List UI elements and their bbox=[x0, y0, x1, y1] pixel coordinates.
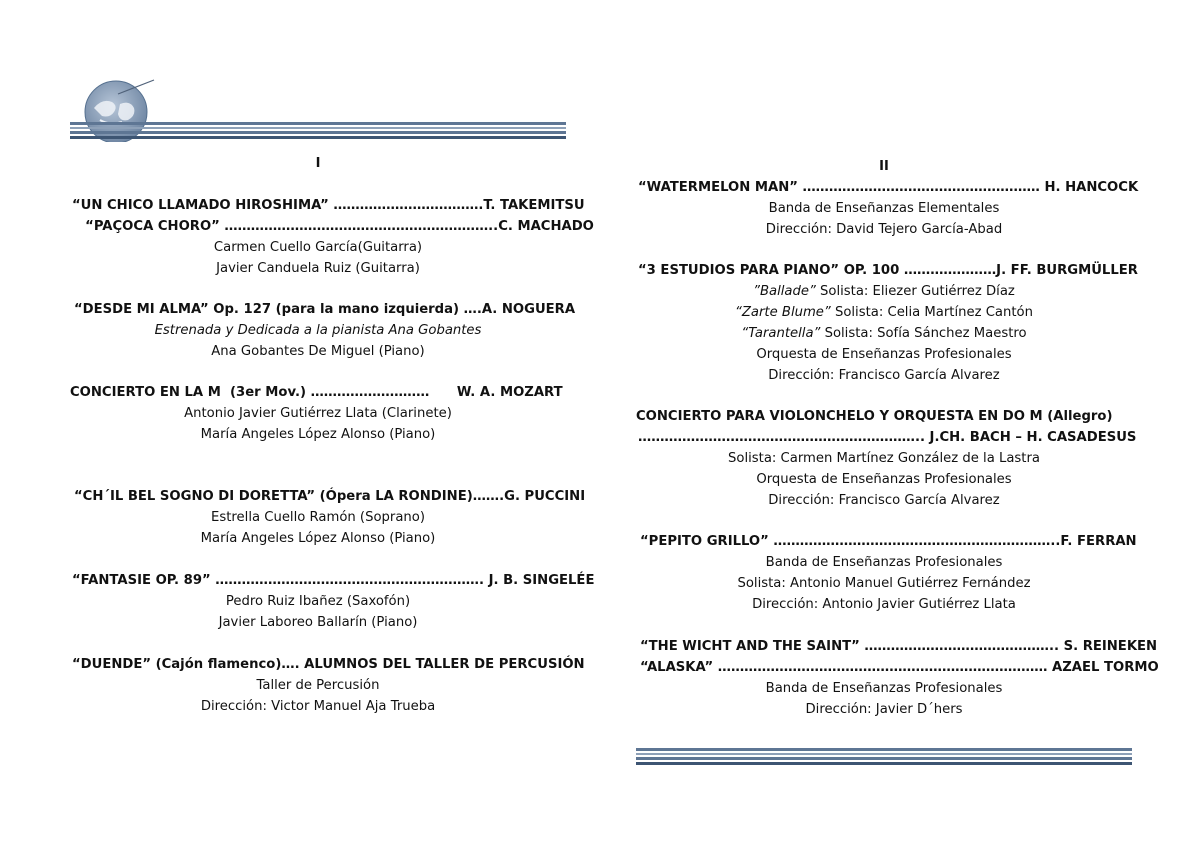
dedication-line: Estrenada y Dedicada a la pianista Ana Gobantes bbox=[154, 323, 482, 338]
program-item bbox=[636, 260, 1138, 386]
soloist-line bbox=[636, 281, 1132, 302]
program-item bbox=[636, 406, 1137, 511]
performer-line: Javier Laboreo Ballarín (Piano) bbox=[218, 615, 418, 630]
performer-line: María Angeles López Alonso (Piano) bbox=[200, 427, 436, 442]
piece-title: “THE WICHT AND THE SAINT” …………………………………….. S. REINEKEN bbox=[640, 639, 1158, 654]
movement-name: “Zarte Blume” bbox=[735, 305, 831, 320]
right-page bbox=[600, 0, 1200, 848]
performer-line: Orquesta de Enseñanzas Profesionales bbox=[756, 472, 1012, 487]
performer-line: Dirección: Francisco García Alvarez bbox=[768, 493, 1000, 508]
program-item bbox=[70, 654, 585, 717]
performer-line: Antonio Javier Gutiérrez Llata (Clarinete) bbox=[184, 406, 452, 421]
soloist-name: Solista: Celia Martínez Cantón bbox=[830, 305, 1033, 320]
header-rule bbox=[70, 122, 566, 144]
movement-name: ”Ballade” bbox=[753, 284, 816, 299]
performer-line: Taller de Percusión bbox=[256, 678, 380, 693]
soloist-line bbox=[636, 323, 1132, 344]
section-number: I bbox=[315, 156, 321, 171]
performer-line: Dirección: David Tejero García-Abad bbox=[765, 222, 1003, 237]
section-number: II bbox=[879, 159, 889, 174]
performer-line: María Angeles López Alonso (Piano) bbox=[200, 531, 436, 546]
piece-title: “UN CHICO LLAMADO HIROSHIMA” …………………………….T. TAKEMITSU bbox=[72, 198, 585, 213]
footer-rule bbox=[636, 748, 1132, 770]
piece-title: “PAÇOCA CHORO” ……………………………………………………..C. MACHADO bbox=[76, 219, 594, 234]
piece-title: “WATERMELON MAN” ……………………………………………… H. HANCOCK bbox=[638, 180, 1139, 195]
performer-line: Solista: Antonio Manuel Gutiérrez Fernández bbox=[737, 576, 1031, 591]
performer-line: Banda de Enseñanzas Elementales bbox=[768, 201, 1000, 216]
piece-title: “3 ESTUDIOS PARA PIANO” OP. 100 …………………J. FF. BURGMÜLLER bbox=[638, 263, 1138, 278]
program-item bbox=[70, 486, 586, 549]
performer-line: Banda de Enseñanzas Profesionales bbox=[765, 681, 1003, 696]
performer-line: Dirección: Antonio Javier Gutiérrez Llata bbox=[752, 597, 1016, 612]
piece-title: “CH´IL BEL SOGNO DI DORETTA” (Ópera LA RONDINE)…….G. PUCCINI bbox=[74, 489, 586, 504]
program-item bbox=[636, 636, 1159, 720]
program-item bbox=[70, 570, 595, 633]
performer-line: Orquesta de Enseñanzas Profesionales bbox=[756, 347, 1012, 362]
performer-line: Pedro Ruiz Ibañez (Saxofón) bbox=[225, 594, 411, 609]
piece-title: “DUENDE” (Cajón flamenco)…. ALUMNOS DEL TALLER DE PERCUSIÓN bbox=[72, 657, 585, 672]
piece-title: CONCIERTO PARA VIOLONCHELO Y ORQUESTA EN DO M (Allegro) bbox=[636, 409, 1113, 424]
soloist-line bbox=[636, 302, 1132, 323]
piece-title: “DESDE MI ALMA” Op. 127 (para la mano izquierda) ….A. NOGUERA bbox=[74, 302, 576, 317]
program-item bbox=[70, 299, 576, 362]
program-item bbox=[636, 177, 1139, 240]
piece-title: “FANTASIE OP. 89” ……………………………………………………. J. B. SINGELÉE bbox=[72, 573, 595, 588]
program-item bbox=[70, 195, 594, 279]
soloist-name: Solista: Eliezer Gutiérrez Díaz bbox=[815, 284, 1015, 299]
performer-line: Carmen Cuello García(Guitarra) bbox=[213, 240, 423, 255]
performer-line: Solista: Carmen Martínez González de la Lastra bbox=[728, 451, 1040, 466]
piece-title: “ALASKA” ………………………………………………………………… AZAEL TORMO bbox=[640, 660, 1159, 675]
piece-title: ……………………………………………………….. J.CH. BACH – H. CASADESUS bbox=[638, 430, 1137, 445]
performer-line: Ana Gobantes De Miguel (Piano) bbox=[211, 344, 425, 359]
performer-line: Dirección: Victor Manuel Aja Trueba bbox=[200, 699, 436, 714]
program-item bbox=[70, 382, 566, 445]
performer-line: Estrella Cuello Ramón (Soprano) bbox=[211, 510, 425, 525]
piece-title: CONCIERTO EN LA M (3er Mov.) ……………………… W. A. MOZART bbox=[70, 385, 563, 400]
performer-line: Banda de Enseñanzas Profesionales bbox=[765, 555, 1003, 570]
program-item bbox=[636, 531, 1137, 615]
performer-line: Dirección: Francisco García Alvarez bbox=[768, 368, 1000, 383]
performer-line: Dirección: Javier D´hers bbox=[805, 702, 963, 717]
soloist-name: Solista: Sofía Sánchez Maestro bbox=[820, 326, 1027, 341]
performer-line: Javier Canduela Ruiz (Guitarra) bbox=[216, 261, 420, 276]
piece-title: “PEPITO GRILLO” ………………………………………………………..F. FERRAN bbox=[640, 534, 1137, 549]
movement-name: “Tarantella” bbox=[741, 326, 821, 341]
